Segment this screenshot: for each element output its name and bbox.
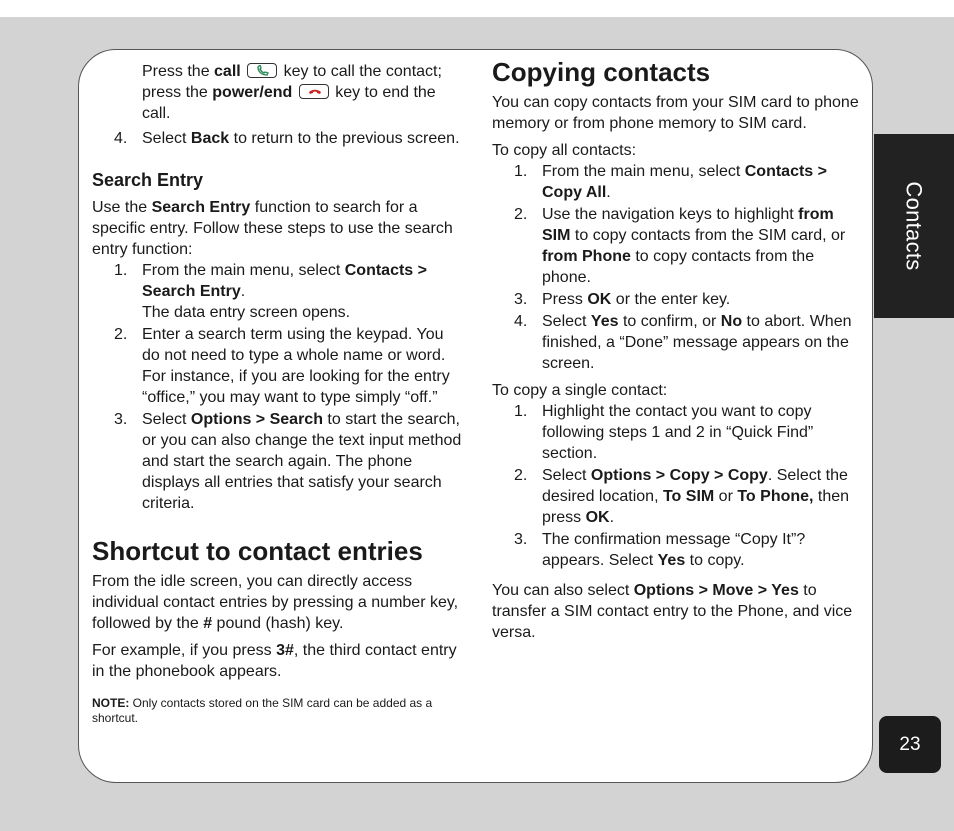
section-tab	[874, 134, 954, 318]
call-key-icon	[247, 63, 277, 78]
shortcut-heading: Shortcut to contact entries	[92, 536, 423, 566]
copy-all-label: To copy all contacts:	[492, 142, 637, 159]
list-item: 4. Select Yes to confirm, or No to abort. When finished, a “Done” message appears on the screen.	[514, 313, 852, 372]
copying-intro: You can copy contacts from your SIM card to phone memory or from phone memory to SIM card.	[492, 94, 859, 132]
list-item: 1. From the main menu, select Contacts > Copy All.	[514, 163, 827, 201]
shortcut-example: For example, if you press 3#, the third contact entry in the phonebook appears.	[92, 642, 457, 680]
end-key-icon	[299, 84, 329, 99]
list-item: 2. Use the navigation keys to highlight from SIM to copy contacts from the SIM card, or from Phone to copy contacts from the phone.	[514, 206, 846, 286]
section-tab-label: Contacts	[902, 181, 927, 271]
move-paragraph: You can also select Options > Move > Yes to transfer a SIM contact entry to the Phone, and vice versa.	[492, 582, 853, 641]
left-column	[92, 61, 464, 726]
list-item: 3. Press OK or the enter key.	[514, 291, 731, 308]
search-entry-intro: Use the Search Entry function to search for a specific entry. Follow these steps to use the search entry function:	[92, 199, 453, 258]
list-item: 3. Select Options > Search to start the search, or you can also change the text input method and start the search again. The phone displays all entries that satisfy your search criteria.	[114, 411, 462, 512]
page-number: 23	[879, 716, 941, 773]
shortcut-note: NOTE: Only contacts stored on the SIM card can be added as a shortcut.	[92, 696, 433, 725]
list-item: 1. From the main menu, select Contacts > Search Entry. The data entry screen opens.	[114, 262, 427, 321]
copy-single-label: To copy a single contact:	[492, 382, 668, 399]
shortcut-paragraph: From the idle screen, you can directly access individual contact entries by pressing a number key, followed by the # pound (hash) key.	[92, 573, 459, 632]
list-item: 1. Highlight the contact you want to copy following steps 1 and 2 in “Quick Find” section.	[514, 403, 814, 462]
list-item: 2. Enter a search term using the keypad. You do not need to type a whole name or word. For instance, if you are looking for the entry “office,” you may want to type simply “off.”	[114, 326, 450, 406]
right-column	[492, 57, 864, 643]
copying-heading: Copying contacts	[492, 57, 711, 87]
list-item: 2. Select Options > Copy > Copy. Select the desired location, To SIM or To Phone, then press OK.	[514, 467, 850, 526]
list-item: 3. The confirmation message “Copy It”? appears. Select Yes to copy.	[514, 531, 806, 569]
call-instruction: Press the call key to call the contact; press the power/end key to end the call.	[142, 63, 442, 122]
list-item: 4. Select Back to return to the previous screen.	[114, 130, 460, 147]
search-entry-heading: Search Entry	[92, 170, 204, 190]
